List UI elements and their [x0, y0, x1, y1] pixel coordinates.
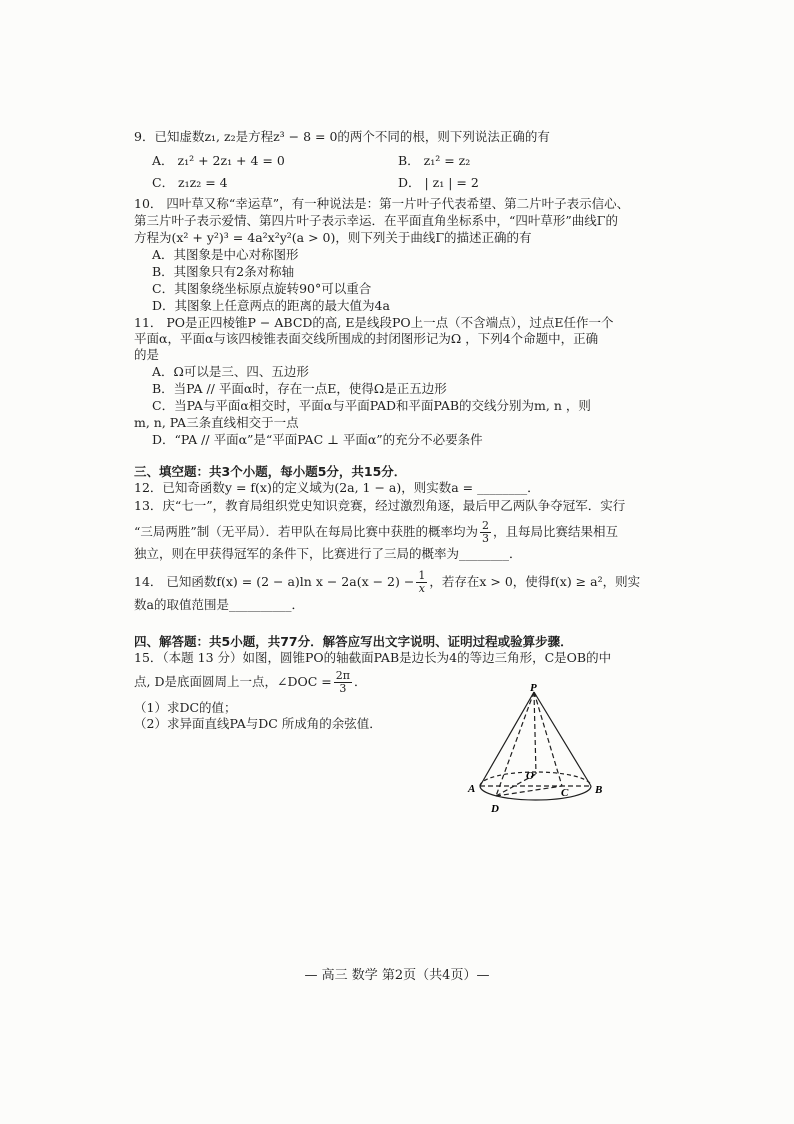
label-b: B	[595, 784, 603, 796]
q10-option-c: C．其图象绕坐标原点旋转90°可以重合	[152, 281, 372, 296]
q9-option-b: B． z₁² = z₂	[398, 153, 471, 168]
q11-option-c: C．当PA与平面α相交时，平面α与平面PAD和平面PAB的交线分别为m, n ，则	[152, 398, 591, 413]
q13-frac-num: 2	[482, 519, 490, 532]
label-c: C	[561, 787, 569, 799]
section-4-header: 四、解答题：共5小题，共77分．解答应写出文字说明、证明过程或验算步骤．	[134, 634, 573, 649]
q10-option-a: A．其图象是中心对称图形	[152, 247, 299, 262]
q11-line-1: 11． PO是正四棱锥P − ABCD的高, E是线段PO上一点（不含端点），过点E任作一个	[134, 315, 614, 330]
q14-line-1-text: 14． 已知函数f(x) = (2 − a)ln x − 2a(x − 2) −	[134, 574, 415, 589]
q15-frac-num: 2π	[335, 669, 350, 682]
q13-fraction	[480, 520, 491, 545]
base-back-arc	[480, 772, 591, 786]
q15-part-2: （2）求异面直线PA与DC 所成角的余弦值．	[134, 716, 382, 731]
page-footer: — 高三 数学 第2页（共4页）—	[304, 968, 490, 983]
q15-part-1: （1）求DC的值；	[134, 700, 237, 715]
label-a: A	[468, 783, 476, 795]
q15-line-2: 点, D是底面圆周上一点，∠DOC = $\frac{2\pi}{3}$ ．	[134, 669, 367, 695]
q10-option-b: B．其图象只有2条对称轴	[152, 264, 295, 279]
q14-frac-den: x	[418, 582, 425, 595]
q13-frac-den: 3	[482, 532, 490, 545]
q13-line-2-text: “三局两胜”制（无平局）．若甲队在每局比赛中获胜的概率均为	[134, 524, 479, 539]
q14-frac-num: 1	[418, 569, 426, 582]
cone-figure	[458, 682, 608, 822]
section-3-header: 三、填空题：共3个小题，每小题5分，共15分．	[134, 464, 407, 479]
q14-fraction	[416, 570, 427, 595]
label-p: P	[530, 682, 537, 694]
q12: 12．已知奇函数y = f(x)的定义域为(2a, 1 − a)，则实数a = ________．	[134, 480, 540, 495]
q9-option-c: C． z₁z₂ = 4	[152, 175, 228, 190]
label-o: O	[526, 770, 534, 782]
q10-option-d: D．其图象上任意两点的距离的最大值为4a	[152, 298, 390, 313]
label-d: D	[491, 803, 499, 815]
q10-line-2: 第三片叶子表示爱情、第四片叶子表示幸运．在平面直角坐标系中，“四叶草形”曲线Γ的	[134, 213, 618, 228]
q13-line-1: 13．庆“七一”，教育局组织党史知识竞赛，经过激烈角逐，最后甲乙两队争夺冠军．实行	[134, 498, 626, 513]
q11-option-b: B．当PA // 平面α时，存在一点E，使得Ω是正五边形	[152, 381, 447, 396]
q15-line-2-text: 点, D是底面圆周上一点，∠DOC =	[134, 674, 332, 689]
q15-frac-den: 3	[339, 682, 347, 695]
q13-line-2	[134, 520, 618, 545]
q13-line-3: 独立，则在甲获得冠军的条件下，比赛进行了三局的概率为________．	[134, 546, 522, 561]
q11-option-a: A．Ω可以是三、四、五边形	[152, 364, 309, 379]
q9-option-d: D． | z₁ | = 2	[398, 175, 479, 190]
q9-stem: 9．已知虚数z₁, z₂是方程z³ − 8 = 0的两个不同的根，则下列说法正确的有	[134, 129, 550, 144]
q10-line-3: 方程为(x² + y²)³ = 4a²x²y²(a > 0)，则下列关于曲线Γ的描述正确的有	[134, 230, 532, 245]
q10-line-1: 10． 四叶草又称“幸运草”，有一种说法是：第一片叶子代表希望、第二片叶子表示信心、	[134, 196, 630, 211]
q11-option-d: D．“PA // 平面α”是“平面PAC ⊥ 平面α”的充分不必要条件	[152, 432, 483, 447]
q11-line-3: 的是	[134, 347, 160, 362]
q11-option-c-cont: m, n, PA三条直线相交于一点	[134, 415, 299, 430]
q15-line-1: 15．（本题 13 分）如图，圆锥PO的轴截面PAB是边长为4的等边三角形，C是OB的中	[134, 650, 612, 665]
q14-line-1	[134, 570, 640, 595]
q9-option-a: A． z₁² + 2z₁ + 4 = 0	[152, 153, 285, 168]
axis-po	[534, 692, 536, 774]
q15-fraction	[334, 670, 352, 695]
q14-line-2: 数a的取值范围是__________．	[134, 597, 304, 612]
q11-line-2: 平面α，平面α与该四棱锥表面交线所围成的封闭图形记为Ω ，下列4个命题中，正确	[134, 331, 599, 346]
q13-line-2-tail: ，且每局比赛结果相互	[493, 524, 619, 539]
q14-line-1-tail: ，若存在x > 0，使得f(x) ≥ a²，则实	[429, 574, 641, 589]
